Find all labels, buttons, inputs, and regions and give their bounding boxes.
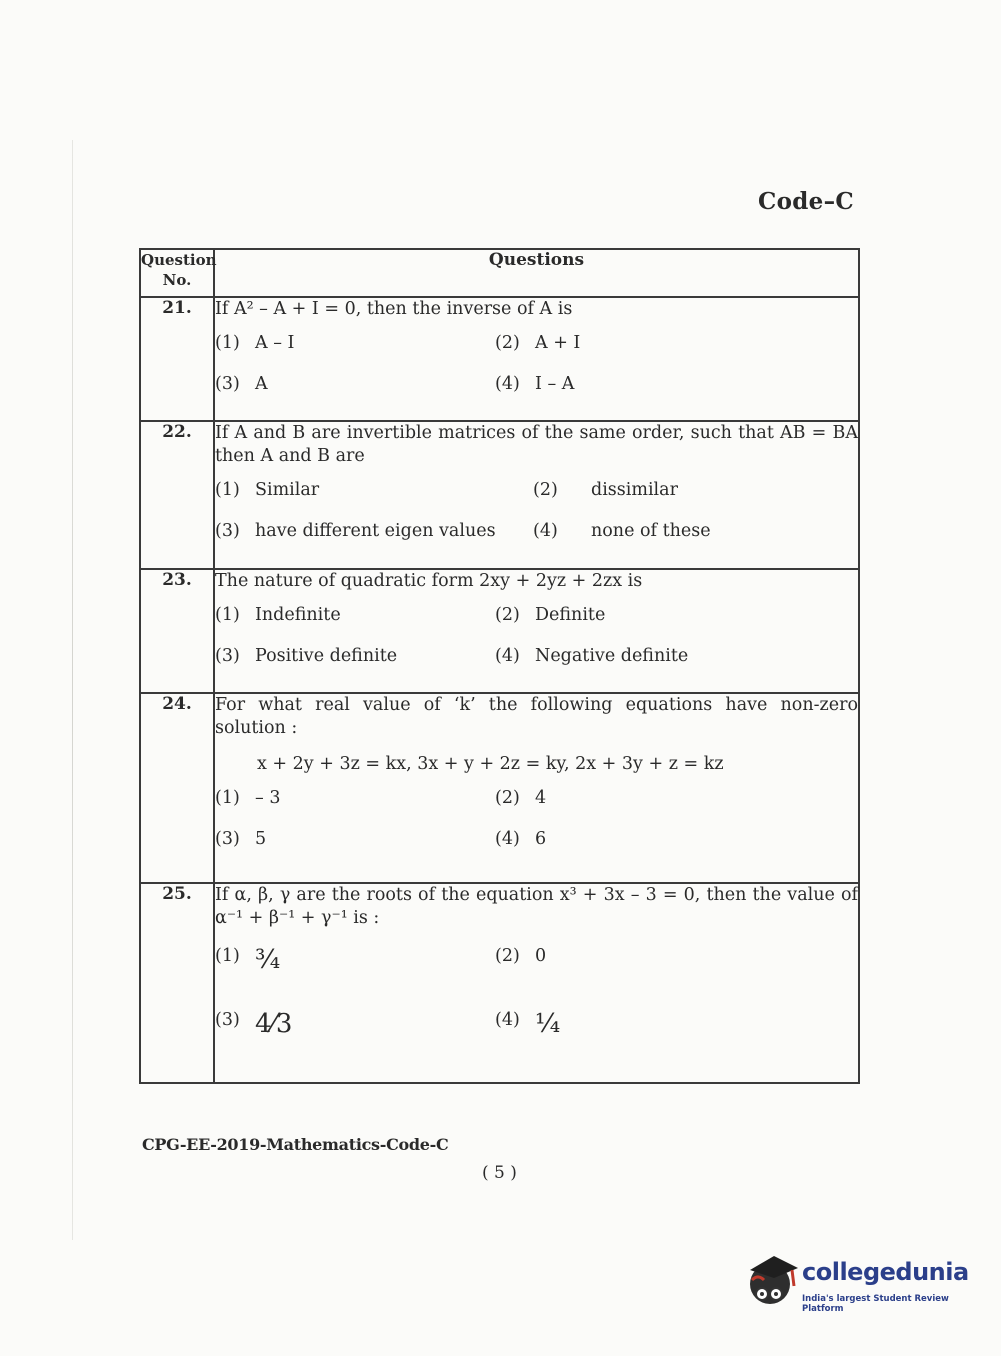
- option-text: 4⁄3: [255, 1009, 293, 1039]
- option-text: 6: [535, 829, 547, 849]
- option-number: (2): [495, 605, 520, 625]
- question-number: 22.: [140, 421, 214, 569]
- footer-code: CPG-EE-2019-Mathematics-Code-C: [142, 1135, 449, 1154]
- option: [533, 517, 858, 558]
- option: [215, 825, 495, 866]
- option-text: none of these: [591, 521, 711, 541]
- option-number: (3): [215, 829, 240, 849]
- options: [215, 601, 858, 683]
- option-text: 5: [255, 829, 267, 849]
- option: [215, 517, 533, 558]
- paper-code: Code–C: [758, 188, 854, 215]
- option: [533, 476, 858, 517]
- option: [495, 938, 858, 1002]
- option-text: – 3: [255, 788, 281, 808]
- option: [215, 601, 495, 642]
- option-number: (4): [533, 521, 558, 541]
- question-number: 21.: [140, 297, 214, 421]
- column-header-questions: Questions: [214, 249, 859, 297]
- option-text: I – A: [535, 374, 575, 394]
- option: [495, 370, 858, 411]
- options: [215, 784, 858, 866]
- option-text: ¾: [255, 945, 281, 975]
- question-body: [214, 569, 859, 693]
- option-number: (4): [495, 646, 520, 666]
- question-stem: If A and B are invertible matrices of the same order, such that AB = BA then A and B are: [215, 423, 858, 466]
- question-number: 23.: [140, 569, 214, 693]
- option-number: (3): [215, 646, 240, 666]
- question-row: [140, 297, 859, 421]
- option-number: (1): [215, 333, 240, 353]
- options: [215, 476, 858, 558]
- question-body: [214, 883, 859, 1083]
- page-number: ( 5 ): [482, 1163, 517, 1183]
- question-stem: If α, β, γ are the roots of the equation x³ + 3x – 3 = 0, then the value of α⁻¹ + β⁻¹ + γ⁻¹ is :: [215, 885, 858, 928]
- question-body: [214, 297, 859, 421]
- option-text: A – I: [255, 333, 295, 353]
- option-number: (1): [215, 946, 240, 966]
- column-header-qno: Question No.: [140, 249, 214, 297]
- option-number: (4): [495, 374, 520, 394]
- option-number: (4): [495, 829, 520, 849]
- option: [215, 938, 495, 1002]
- question-row: [140, 693, 859, 883]
- questions-table: [139, 248, 860, 1084]
- question-number: 24.: [140, 693, 214, 883]
- option: [215, 784, 495, 825]
- option-text: ¼: [535, 1009, 561, 1039]
- option-text: Definite: [535, 605, 606, 625]
- option-text: Negative definite: [535, 646, 689, 666]
- option-number: (4): [495, 1010, 520, 1030]
- option-text: have different eigen values: [255, 521, 496, 541]
- mascot-icon: [744, 1252, 800, 1312]
- option-number: (2): [533, 480, 558, 500]
- option-text: Positive definite: [255, 646, 398, 666]
- option-number: (1): [215, 605, 240, 625]
- option: [215, 329, 495, 370]
- option-number: (3): [215, 374, 240, 394]
- option-number: (1): [215, 480, 240, 500]
- option: [215, 476, 533, 517]
- question-row: [140, 883, 859, 1083]
- option-text: 0: [535, 946, 547, 966]
- option-number: (2): [495, 333, 520, 353]
- question-body: [214, 421, 859, 569]
- question-stem: If A² – A + I = 0, then the inverse of A is: [215, 299, 573, 319]
- option: [495, 784, 858, 825]
- option: [215, 370, 495, 411]
- option-text: Indefinite: [255, 605, 341, 625]
- question-stem: The nature of quadratic form 2xy + 2yz + 2zx is: [215, 571, 643, 591]
- option-number: (3): [215, 521, 240, 541]
- question-row: [140, 421, 859, 569]
- option: [215, 642, 495, 683]
- option-text: 4: [535, 788, 547, 808]
- options: [215, 938, 858, 1066]
- brand-tagline: India's largest Student Review Platform: [802, 1294, 949, 1314]
- question-stem: For what real value of ‘k’ the following equations have non-zero solution :: [215, 695, 858, 738]
- brand-name: collegedunia: [802, 1258, 969, 1286]
- option: [495, 1002, 858, 1066]
- option: [495, 329, 858, 370]
- question-number: 25.: [140, 883, 214, 1083]
- option-text: A + I: [535, 333, 581, 353]
- option: [495, 825, 858, 866]
- option-number: (2): [495, 946, 520, 966]
- option-number: (2): [495, 788, 520, 808]
- option: [495, 642, 858, 683]
- option: [495, 601, 858, 642]
- option-text: dissimilar: [591, 480, 678, 500]
- table-header-row: [140, 249, 859, 297]
- option-text: A: [255, 374, 268, 394]
- option-text: Similar: [255, 480, 320, 500]
- question-body: [214, 693, 859, 883]
- option: [215, 1002, 495, 1066]
- equation-system: x + 2y + 3z = kx, 3x + y + 2z = ky, 2x + 3y + z = kz: [257, 754, 724, 774]
- option-number: (3): [215, 1010, 240, 1030]
- option-number: (1): [215, 788, 240, 808]
- scan-margin-line: [72, 140, 73, 1240]
- options: [215, 329, 858, 411]
- question-row: [140, 569, 859, 693]
- brand-logo: [744, 1252, 974, 1312]
